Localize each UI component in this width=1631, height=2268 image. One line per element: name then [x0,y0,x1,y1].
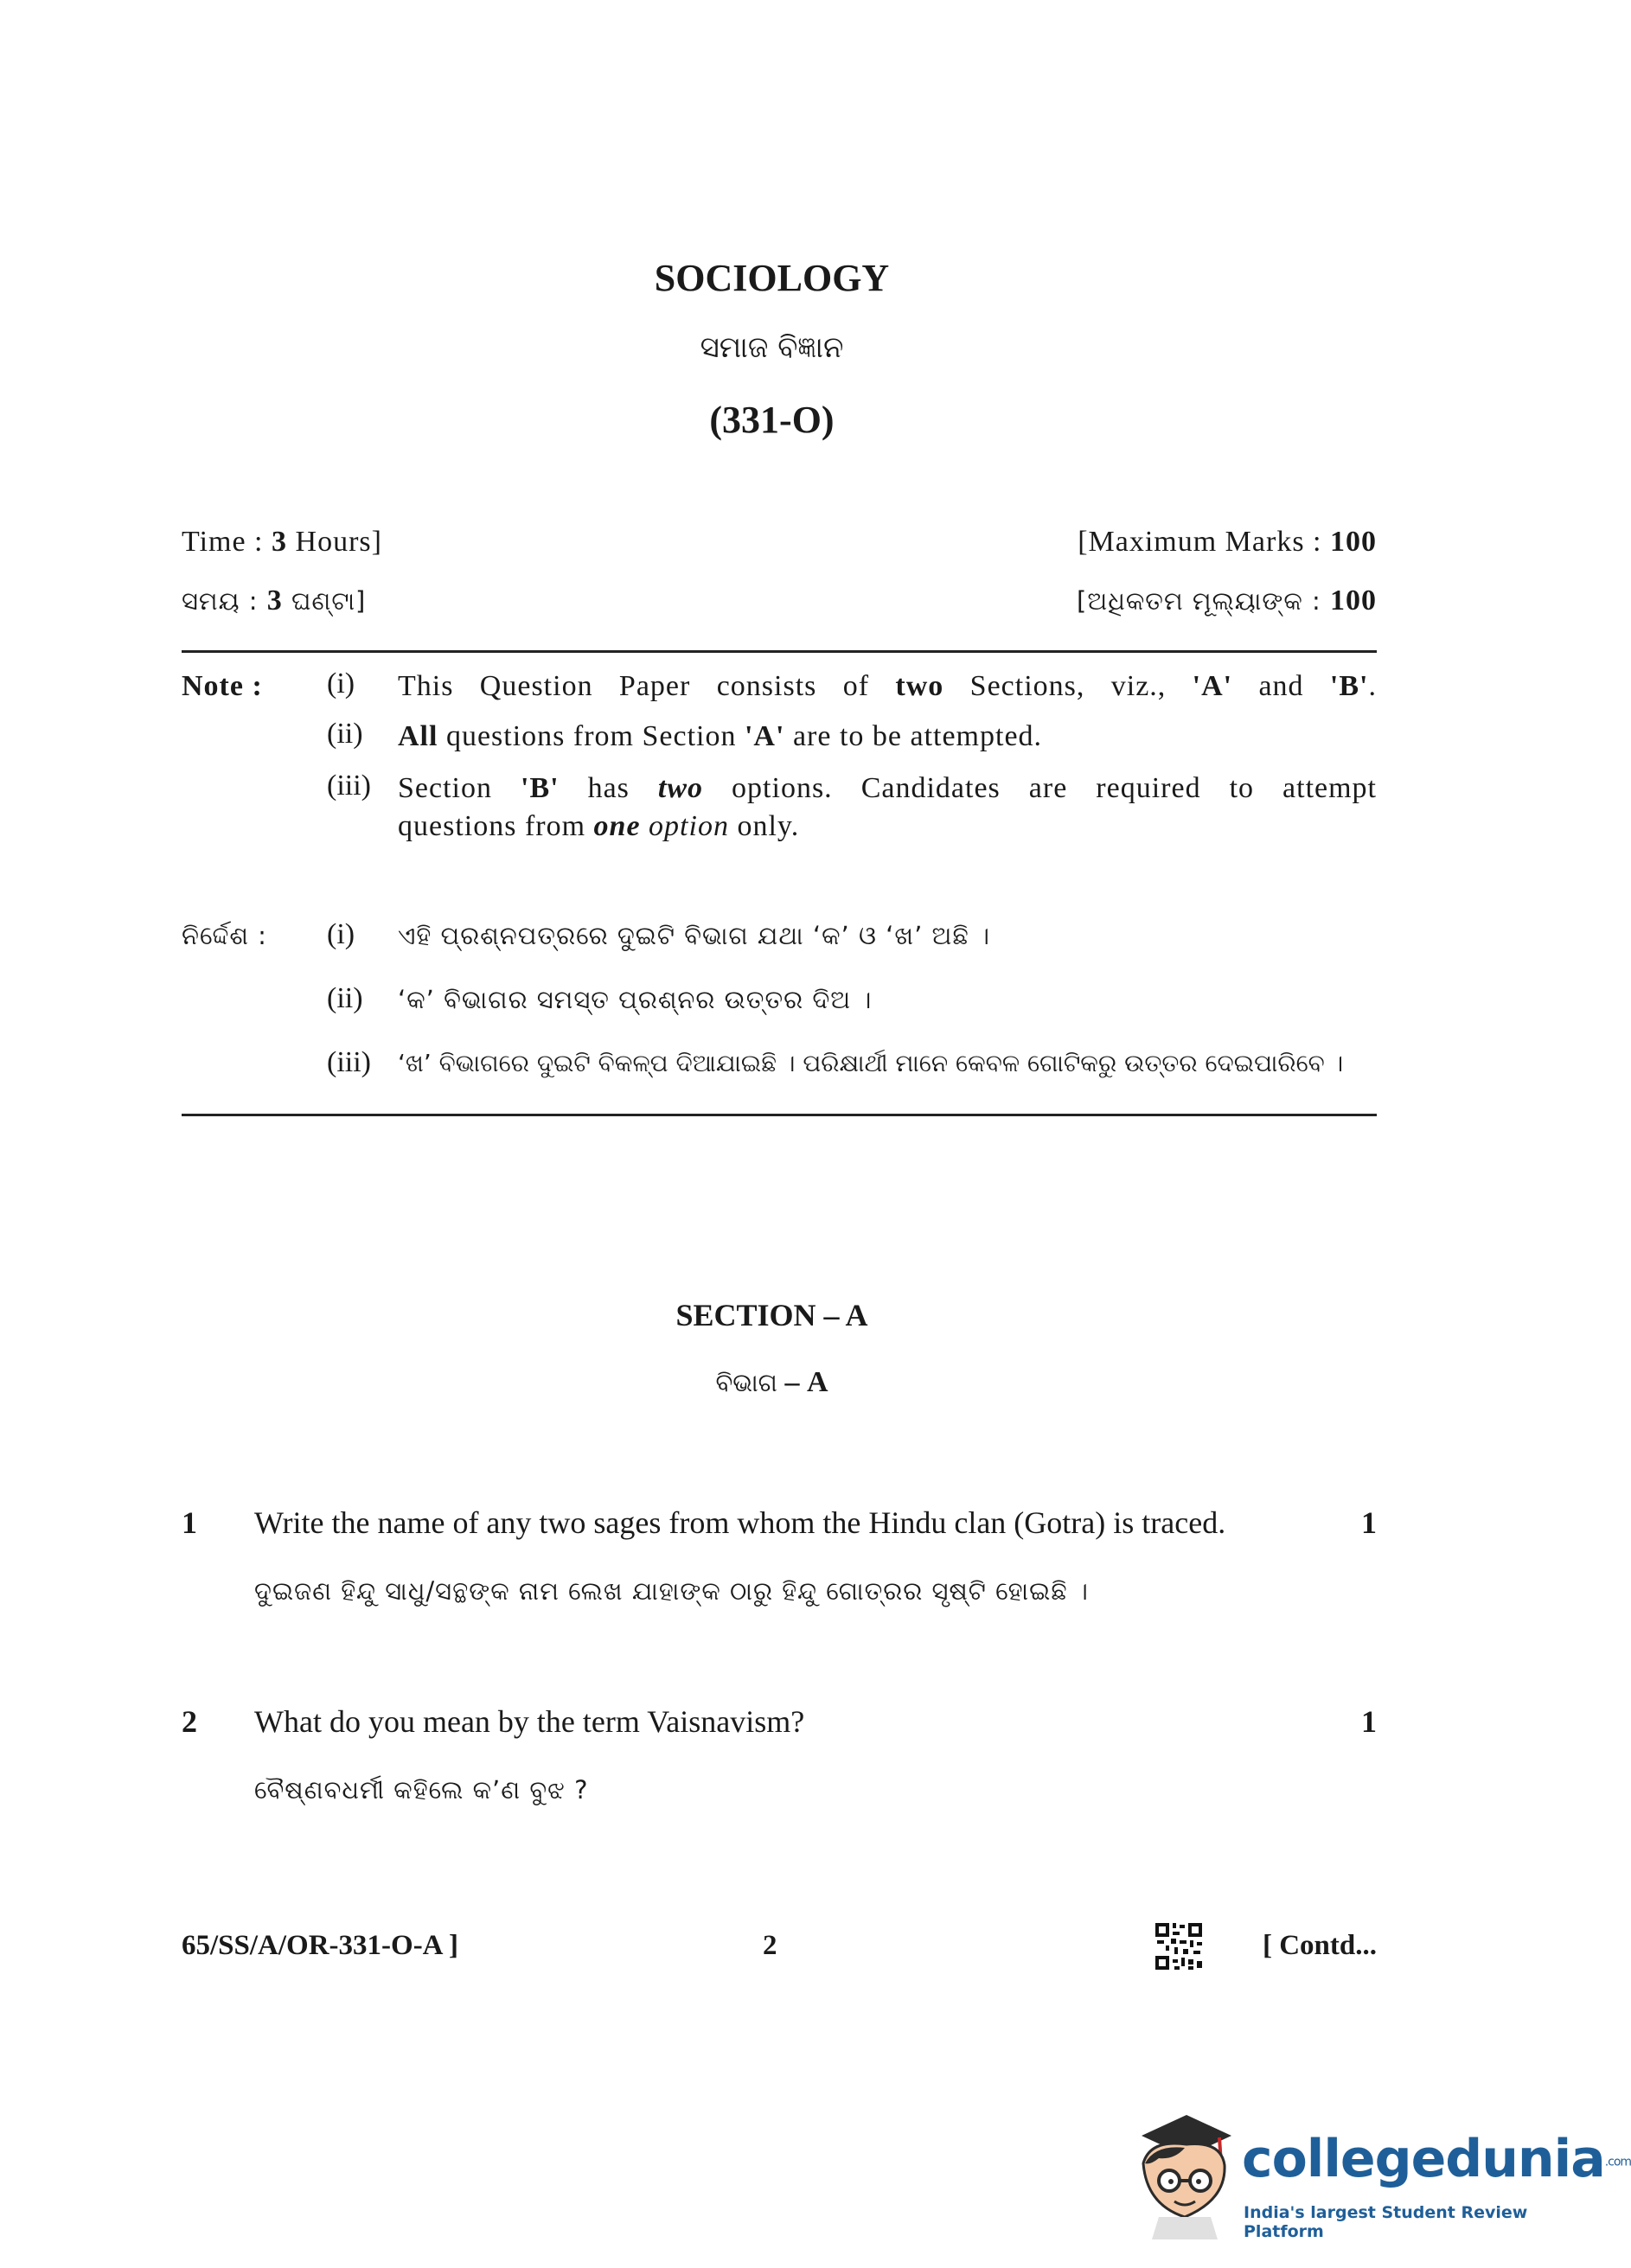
brand-logo: collegedunia.com [1242,2129,1631,2189]
question-text-odia: ଦୁଇଜଣ ହିନ୍ଦୁ ସାଧୁ/ସନ୍ଥଙ୍କ ନାମ ଲେଖ ଯାହାଙ୍କ ଠାରୁ ହିନ୍ଦୁ ଗୋତ୍ରର ସୃଷ୍ଟି ହୋଇଛି । [254,1576,1089,1606]
max-marks-info: [Maximum Marks : 100 [1078,526,1377,558]
note-label: Note : [182,670,263,702]
max-marks-info-odia: [ଅଧିକତମ ମୂଲ୍ୟାଙ୍କ : 100 [1077,585,1377,617]
question-number: 1 [182,1505,197,1540]
question-number: 2 [182,1704,197,1739]
note-odia-item-3: ‘ଖ’ ବିଭାଗରେ ଦୁଇଟି ବିକଳ୍ପ ଦିଆଯାଇଛି । ପରିକ୍ଷାର୍ଥୀ ମାନେ କେବଳ ଗୋଟିକରୁ ଉତ୍ତର ଦେଇପାରିବେ । [398,1049,1344,1077]
question-marks: 1 [1361,1704,1377,1739]
question-text: What do you mean by the term Vaisnavism? [254,1704,805,1739]
section-title-odia: ବିଭାଗ – A [715,1366,828,1398]
note-odia-item-num: (i) [327,918,355,950]
time-info-odia: ସମୟ : 3 ଘଣ୍ଟା] [182,585,367,617]
note-item-2: All questions from Section 'A' are to be attempted. [398,720,1043,752]
note-label-odia: ନିର୍ଦ୍ଦେଶ : [182,921,267,950]
section-title: SECTION – A [675,1298,868,1332]
divider-bottom [182,1114,1377,1116]
note-item-1: This Question Paper consists of two Sections, viz., 'A' and 'B'. [398,670,1377,702]
note-odia-item-2: ‘କ’ ବିଭାଗର ସମସ୍ତ ପ୍ରଶ୍ନର ଉତ୍ତର ଦିଅ । [398,985,873,1014]
note-odia-item-num: (ii) [327,982,363,1014]
note-item-3-line1: Section 'B' has two options. Candidates are required to attempt [398,772,1377,804]
paper-code: 65/SS/A/OR-331-O-A ] [182,1930,458,1961]
qr-code-icon [1154,1921,1204,1971]
question-text: Write the name of any two sages from whom the Hindu clan (Gotra) is traced. [254,1505,1226,1540]
continued-label: [ Contd... [1262,1930,1377,1961]
note-item-3-line2: questions from one option only. [398,810,800,842]
page-title-odia: ସମାଜ ବିଜ୍ଞାନ [700,330,844,365]
subject-code: (331-O) [709,399,835,441]
brand-tagline: India's largest Student Review Platform [1244,2203,1528,2241]
note-odia-item-1: ଏହି ପ୍ରଶ୍ନପତ୍ରରେ ଦୁଇଟି ବିଭାଗ ଯଥା ‘କ’ ଓ ‘ଖ’ ଅଛି । [398,921,991,950]
question-marks: 1 [1361,1505,1377,1540]
page-number: 2 [763,1930,777,1961]
note-odia-item-num: (iii) [327,1046,371,1078]
time-info: Time : 3 Hours] [182,526,382,558]
student-mascot-icon [1124,2110,1237,2239]
page-title: SOCIOLOGY [654,257,890,299]
question-text-odia: ବୈଷ୍ଣବଧର୍ମୀ କହିଲେ କ’ଣ ବୁଝ ? [254,1775,589,1805]
note-item-num: (iii) [327,770,371,802]
divider-top [182,650,1377,653]
note-item-num: (ii) [327,718,363,750]
note-item-num: (i) [327,668,355,700]
